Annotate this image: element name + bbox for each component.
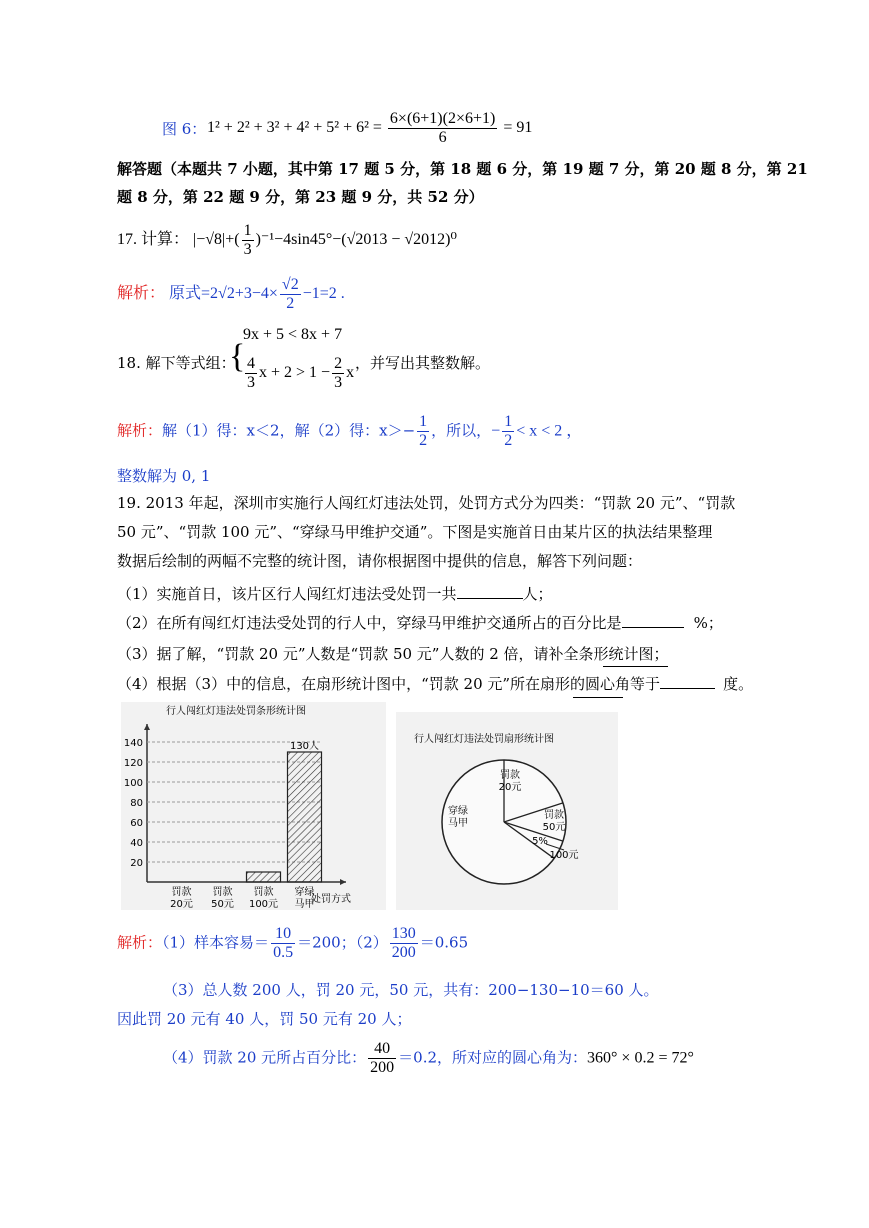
q18-sol-label: 解析： bbox=[117, 421, 163, 440]
bar-y-tick-label: 20 bbox=[130, 858, 143, 869]
q18-f1-num: 4 bbox=[247, 355, 255, 372]
q18-ineq2-mid: x + 2 > 1 − bbox=[259, 364, 331, 382]
fig6-rhs: = 91 bbox=[503, 119, 533, 137]
q17-question bbox=[117, 222, 457, 259]
q19-sol4 bbox=[163, 1040, 694, 1077]
q19-sub2 bbox=[117, 612, 723, 633]
q19-sub4-blank bbox=[660, 674, 715, 689]
q19-sol4-den: 200 bbox=[370, 1059, 395, 1076]
q18-ineq2-frac1 bbox=[245, 355, 257, 392]
fig6-label: 图 6： bbox=[162, 120, 207, 138]
q17-sol-frac bbox=[280, 276, 301, 313]
q19-sol1-frac1 bbox=[271, 925, 295, 962]
q19-sub3: （3）据了解，“罚款 20 元”人数是“罚款 50 元”人数的 2 倍，请补全条形统计图； bbox=[117, 645, 669, 663]
q17-sol-den: 2 bbox=[286, 295, 295, 312]
q18-ineq2-frac2 bbox=[332, 355, 344, 392]
q19-sub2-text: （2）在所有闯红灯违法受处罚的行人中，穿绿马甲维护交通所占的百分比是 bbox=[117, 614, 622, 632]
bar bbox=[247, 872, 281, 882]
q18-sol-den: 2 bbox=[419, 432, 428, 449]
bar-y-tick-label: 60 bbox=[130, 818, 143, 829]
q18-sol-b: ，所以， bbox=[431, 421, 492, 440]
q19-sol3b: 因此罚 20 元有 40 人，罚 50 元有 20 人； bbox=[117, 1010, 412, 1028]
q18-f2-den: 3 bbox=[334, 374, 343, 391]
q19-sol1-num2: 130 bbox=[391, 925, 416, 942]
section-line1 bbox=[117, 158, 808, 179]
section-line2: 题 8 分，第 22 题 9 分，第 23 题 9 分，共 52 分） bbox=[117, 188, 484, 206]
pie-label: 100元 bbox=[549, 850, 579, 861]
q18-brace: { bbox=[229, 338, 246, 375]
bar-x-arrow bbox=[340, 879, 346, 885]
q17-sol-a: 原式=2√2+3−4× bbox=[169, 285, 278, 303]
fig6-lhs: 1² + 2² + 3² + 4² + 5² + 6² = bbox=[207, 119, 382, 137]
q18-label: 18. 解下等式组： bbox=[117, 354, 236, 372]
q17-expr-b: )⁻¹−4sin45°−(√2013 − √2012)⁰ bbox=[255, 231, 457, 249]
q19-sub1 bbox=[117, 583, 553, 604]
bar-category-label: 100元 bbox=[248, 899, 279, 910]
bar-y-tick-label: 100 bbox=[123, 778, 143, 789]
q18-sol-num: 1 bbox=[419, 413, 428, 430]
q18-ineq1: 9x + 5 < 8x + 7 bbox=[243, 326, 343, 343]
q19-sub1-tail: 人； bbox=[522, 585, 553, 603]
q18-sol-frac2 bbox=[502, 413, 514, 450]
bar-y-tick-label: 140 bbox=[123, 738, 143, 749]
q18-f2-num: 2 bbox=[334, 355, 343, 372]
q17-sol-b: −1=2 . bbox=[302, 285, 345, 303]
q19-sub1-text: （1）实施首日，该片区行人闯红灯违法受处罚一共 bbox=[117, 585, 457, 603]
q19-sol1-b: ＝200；（2） bbox=[297, 933, 388, 952]
q19-sub2-tail: %； bbox=[693, 614, 723, 632]
q18-sol-num2: 1 bbox=[504, 413, 513, 430]
q17-label: 17. 计算： bbox=[117, 231, 190, 249]
q18-sol-d: < x < 2 ， bbox=[516, 422, 583, 440]
q19-sol1-a: （1）样本容易＝ bbox=[162, 933, 270, 952]
bar-category-label: 罚款 bbox=[253, 887, 274, 898]
q19-sol1-num: 10 bbox=[271, 925, 295, 944]
bar-annotation: 130人 bbox=[289, 741, 320, 752]
q18-sol-line2: 整数解为 0, 1 bbox=[117, 467, 211, 485]
bar-category-label: 马甲 bbox=[294, 899, 315, 910]
pie-label: 罚款 bbox=[500, 770, 520, 781]
q19-sol1 bbox=[117, 925, 468, 962]
q19-sub4 bbox=[117, 673, 753, 694]
q19-sol-label: 解析： bbox=[117, 933, 163, 952]
bar-chart bbox=[121, 702, 386, 910]
q18-sol-c: − bbox=[491, 422, 501, 440]
bar-y-tick-label: 40 bbox=[130, 838, 143, 849]
q19-sub4-tail: 度。 bbox=[723, 675, 754, 693]
pie-label: 马甲 bbox=[448, 818, 468, 829]
q19-sol1-den: 0.5 bbox=[273, 944, 294, 961]
pie-label: 20元 bbox=[498, 782, 522, 793]
q19-sub2-blank bbox=[622, 613, 684, 628]
fig6-formula bbox=[207, 110, 532, 147]
q18-tail: ，并写出其整数解。 bbox=[355, 354, 491, 372]
bar-category-label: 穿绿 bbox=[294, 887, 315, 898]
bar-y-tick-label: 120 bbox=[123, 758, 143, 769]
bar-category-label: 罚款 bbox=[171, 887, 192, 898]
q19-sol1-c: ＝0.65 bbox=[419, 933, 469, 952]
q19-stray-line2 bbox=[573, 697, 623, 698]
bar-y-tick-label: 80 bbox=[130, 798, 143, 809]
q17-frac-num: 1 bbox=[243, 222, 252, 239]
pie-percent-label: 5% bbox=[532, 836, 548, 847]
q17-sol-label: 解析： bbox=[117, 285, 166, 303]
bar-x-axis-label: 处罚方式 bbox=[311, 894, 351, 905]
q19-para3: 数据后绘制的两幅不完整的统计图，请你根据图中提供的信息，解答下列问题： bbox=[117, 552, 643, 570]
q17-expr-a: |−√8|+( bbox=[193, 231, 240, 249]
q19-stray-line bbox=[603, 666, 668, 667]
q19-sol4-frac bbox=[368, 1040, 396, 1077]
q17-sol-num: √2 bbox=[281, 276, 299, 293]
q18-solution bbox=[117, 413, 582, 450]
pie-chart-title: 行人闯红灯违法处罚扇形统计图 bbox=[414, 734, 554, 745]
bar-category-label: 20元 bbox=[170, 899, 193, 910]
pie-label: 罚款 bbox=[544, 810, 564, 821]
q18-sol-a: 解（1）得：x＜2，解（2）得：x＞− bbox=[162, 421, 416, 440]
q19-sub4-text: （4）根据（3）中的信息，在扇形统计图中，“罚款 20 元”所在扇形的圆心角等于 bbox=[117, 675, 661, 693]
fig6-numerator: 6×(6+1)(2×6+1) bbox=[389, 110, 496, 127]
q19-sol1-den2: 200 bbox=[391, 944, 416, 961]
q18-sol-frac1 bbox=[417, 413, 429, 450]
bar-chart-title: 行人闯红灯违法处罚条形统计图 bbox=[166, 706, 306, 717]
bar-y-arrow bbox=[144, 724, 150, 730]
q19-sol4-a: （4）罚款 20 元所占百分比： bbox=[163, 1048, 367, 1067]
q19-para2: 50 元”、“罚款 100 元”、“穿绿马甲维护交通”。下图是实施首日由某片区的执法结果整理 bbox=[117, 523, 713, 541]
section-text1: 解答题（本题共 7 小题，其中第 17 题 5 分，第 18 题 6 分，第 19 题 7 分，第 20 题 8 分，第 21 bbox=[117, 160, 808, 178]
q19-sol4-b: ＝0.2，所对应的圆心角为： bbox=[398, 1048, 588, 1067]
pie-label: 50元 bbox=[542, 822, 566, 833]
q17-frac-den: 3 bbox=[243, 241, 252, 258]
pie-chart bbox=[396, 712, 618, 910]
q17-solution bbox=[117, 276, 345, 313]
fig6-denominator: 6 bbox=[438, 129, 447, 146]
q18-ineq2 bbox=[243, 355, 354, 392]
q17-frac bbox=[242, 222, 254, 259]
q18-ineq2-x: x bbox=[346, 364, 355, 382]
q19-sub1-blank bbox=[457, 584, 523, 599]
q18-f1-den: 3 bbox=[247, 374, 255, 391]
fig6-fraction bbox=[388, 110, 497, 147]
pie-label: 穿绿 bbox=[448, 806, 468, 817]
bar-category-label: 罚款 bbox=[212, 887, 233, 898]
q19-sol4-num: 40 bbox=[368, 1040, 396, 1059]
q19-para1: 19. 2013 年起，深圳市实施行人闯红灯违法处罚，处罚方式分为四类：“罚款 20 元”、“罚款 bbox=[117, 494, 736, 512]
q19-sol3: （3）总人数 200 人，罚 20 元，50 元，共有：200−130−10＝60 人。 bbox=[163, 981, 659, 999]
q19-sol1-frac2 bbox=[390, 925, 418, 962]
bar bbox=[288, 752, 322, 882]
q18-sol-den2: 2 bbox=[504, 432, 513, 449]
bar-category-label: 50元 bbox=[211, 899, 234, 910]
q19-sol4-c: 360° × 0.2 = 72° bbox=[587, 1049, 694, 1067]
